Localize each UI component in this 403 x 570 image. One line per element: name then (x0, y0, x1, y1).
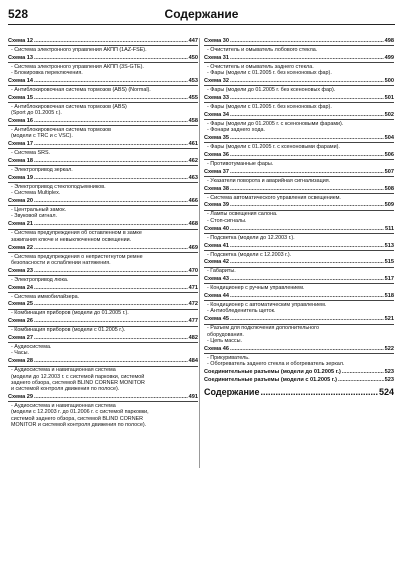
toc-entry-page: 498 (384, 38, 394, 44)
toc-entry-description: - Система Multiplex. (11, 190, 61, 197)
toc-entry-heading (8, 198, 198, 205)
toc-entry-description: - Антиобледенитель щеток. (207, 308, 276, 315)
toc-entry-page: 509 (384, 202, 394, 209)
toc-entry-heading (204, 387, 394, 398)
toc-entry-page: 466 (188, 198, 198, 205)
toc-entry-heading (204, 152, 394, 159)
toc-entry-heading (8, 38, 198, 45)
toc-entry (204, 346, 394, 368)
dot-leader (338, 377, 384, 384)
toc-entry (8, 78, 198, 93)
toc-entry-title: Схема 15 (8, 94, 33, 101)
toc-entry-page: 447 (188, 38, 198, 44)
toc-entry-heading (204, 38, 394, 45)
page-header (8, 6, 395, 26)
toc-entry-heading (8, 268, 198, 275)
toc-entry-description: - Аудиосистема. (11, 344, 52, 351)
toc-entry-page: 477 (188, 318, 198, 325)
header-rule (8, 24, 395, 25)
dot-leader (230, 78, 384, 85)
toc-entry-title: Схема 23 (8, 267, 33, 274)
toc-entry-heading (204, 78, 394, 85)
toc-entry-description: - Звуковой сигнал. (11, 213, 58, 220)
dot-leader (34, 95, 188, 102)
toc-entry-title: Схема 30 (204, 38, 229, 44)
toc-entry-description: - Электропривод люка. (11, 276, 69, 283)
toc-entry-heading (8, 118, 198, 125)
toc-entry-description: - Фары (модели с 01.2005 г. без ксеноновых фар). (207, 103, 332, 110)
toc-entry-page: 513 (384, 242, 394, 249)
dot-leader (34, 158, 188, 165)
dot-leader (230, 135, 384, 142)
toc-entry-title: Схема 38 (204, 185, 229, 192)
toc-entry (8, 95, 198, 117)
toc-left-column (8, 38, 198, 430)
toc-entry-title: Схема 35 (204, 134, 229, 141)
toc-entry-title: Схема 13 (8, 54, 33, 61)
toc-entry-description: - Аудиосистема и навигационная система (11, 367, 116, 374)
toc-entry-title: Схема 22 (8, 244, 33, 251)
toc-entry-title: Схема 43 (204, 276, 229, 283)
toc-entry-title: Схема 34 (204, 111, 229, 118)
toc-entry-page: 450 (188, 54, 198, 61)
toc-entry-title: Схема 32 (204, 78, 229, 85)
toc-entry-page: 463 (188, 175, 198, 182)
toc-entry (204, 259, 394, 274)
toc-entry-heading (8, 158, 198, 165)
toc-entry-description: - Противотуманные фары. (207, 160, 274, 167)
toc-entry-description: - Фары (модели до 01.2005 г. без ксеноновых фар). (207, 87, 336, 94)
toc-entry-description: - Система SRS. (11, 150, 51, 157)
toc-entry-description: (модели с 12.2003 г. до 01.2006 г. с системой парковки, (11, 409, 149, 416)
dot-leader (34, 394, 188, 401)
toc-entry-title: Схема 26 (8, 318, 33, 325)
toc-entry-page: 511 (384, 225, 394, 232)
toc-entry-page: 471 (188, 284, 198, 291)
dot-leader (34, 198, 188, 205)
contents-entry (204, 387, 394, 398)
dot-leader (230, 293, 384, 300)
toc-entry-description: MONITOR и системой контроля движения по полосе). (11, 422, 147, 429)
toc-entry (204, 112, 394, 134)
toc-entry-page: 504 (384, 134, 394, 141)
toc-entry (204, 186, 394, 201)
toc-entry-page: 518 (384, 293, 394, 300)
toc-entry-title: Соединительные разъемы (модели до 01.2005 г.) (204, 368, 341, 375)
dot-leader (34, 38, 188, 45)
dot-leader (34, 268, 188, 275)
dot-leader (230, 112, 384, 119)
toc-entry-page: 521 (384, 316, 394, 323)
toc-entry-description: заднего обзора, системой BLIND CORNER MONITOR (11, 379, 145, 386)
toc-entry-description: (модели до 12.2003 г. с системой парковки, системой (11, 373, 145, 380)
toc-entry-description: - Фонари заднего хода. (207, 127, 265, 134)
toc-entry-page: 458 (188, 118, 198, 125)
toc-entry-heading (204, 226, 394, 233)
dot-leader (230, 276, 384, 283)
toc-entry-description: - Прикуриватель. (207, 354, 250, 361)
toc-entry-page: 524 (378, 386, 394, 397)
toc-entry-description: - Подсветка (модели с 12.2003 г.). (207, 251, 292, 258)
toc-entry (8, 318, 198, 333)
toc-entry-heading (8, 335, 198, 342)
toc-entry-heading (204, 369, 394, 376)
toc-entry-title: Схема 36 (204, 151, 229, 158)
toc-entry (204, 38, 394, 53)
toc-entry (8, 118, 198, 140)
dot-leader (34, 285, 188, 292)
dot-leader (230, 152, 384, 159)
toc-entry (8, 175, 198, 197)
toc-entry-title: Схема 28 (8, 358, 33, 365)
toc-entry-description: - Аудиосистема и навигационная система (11, 403, 116, 410)
toc-entry (8, 38, 198, 53)
toc-entry (8, 55, 198, 77)
toc-entry-description: - Подсветка (модели до 12.2003 г.). (207, 234, 295, 241)
dot-leader (230, 186, 384, 193)
toc-entry-heading (204, 346, 394, 353)
toc-entry (8, 198, 198, 220)
toc-entry (204, 78, 394, 93)
toc-entry-title: Схема 17 (8, 141, 33, 148)
toc-entry-heading (204, 202, 394, 209)
toc-entry-title: Схема 21 (8, 221, 33, 228)
toc-entry-description: - Антиблокировочная система тормозов (ABS) (Normal). (11, 87, 151, 94)
toc-entry (8, 221, 198, 243)
toc-entry (204, 55, 394, 77)
toc-entry-description: - Антиблокировочная система тормозов (ABS) (11, 103, 127, 110)
toc-entry-title: Схема 33 (204, 94, 229, 101)
dot-leader (34, 318, 188, 325)
toc-entry-page: 482 (188, 335, 198, 342)
toc-entry (204, 276, 394, 291)
toc-entry-page: 455 (188, 94, 198, 101)
dot-leader (34, 301, 188, 308)
toc-entry-heading (204, 135, 394, 142)
toc-entry-title: Схема 27 (8, 335, 33, 342)
toc-entry (8, 394, 198, 428)
toc-entry (8, 141, 198, 156)
toc-entry-description: - Система автоматического управления освещением. (207, 194, 341, 201)
dot-leader (230, 346, 384, 353)
toc-entry-description: зажигания ключе и невыключенном освещении. (11, 236, 132, 243)
dot-leader (230, 95, 384, 102)
toc-entry-page: 508 (384, 185, 394, 192)
toc-entry-heading (204, 112, 394, 119)
toc-entry-title: Схема 24 (8, 284, 33, 291)
toc-entry (8, 245, 198, 267)
dot-leader (230, 316, 384, 323)
toc-entry-description: - Кондиционер с автоматическим управлением. (207, 302, 327, 309)
toc-entry-heading (204, 259, 394, 266)
column-divider (199, 38, 200, 468)
toc-entry-page: 502 (384, 111, 394, 118)
dot-leader (34, 358, 188, 365)
toc-entry-title: Схема 37 (204, 168, 229, 175)
toc-entry-heading (8, 358, 198, 365)
toc-entry-description: - Фары (модели до 01.2005 г. с ксеноновыми фарами). (207, 120, 344, 127)
toc-entry (204, 369, 394, 376)
toc-entry-heading (8, 245, 198, 252)
toc-entry-heading (8, 78, 198, 85)
toc-entry-page: 469 (188, 244, 198, 251)
toc-entry-heading (8, 95, 198, 102)
toc-entry (8, 268, 198, 283)
toc-entry-description: - Комбинация приборов (модели до 01.2005 г.). (11, 310, 129, 317)
toc-entry (204, 243, 394, 258)
toc-entry-heading (8, 318, 198, 325)
toc-entry-title: Схема 18 (8, 158, 33, 165)
dot-leader (230, 38, 384, 45)
toc-entry (8, 285, 198, 300)
toc-entry (8, 358, 198, 392)
toc-entry-description: - Очиститель и омыватель заднего стекла. (207, 63, 314, 70)
toc-entry (204, 152, 394, 167)
toc-entry-description: - Обогреватель заднего стекла и обогреватель зеркал. (207, 361, 345, 368)
toc-entry-heading (8, 285, 198, 292)
toc-entry (204, 226, 394, 241)
toc-entry-title: Схема 41 (204, 242, 229, 249)
toc-entry-title: Схема 12 (8, 38, 33, 44)
toc-entry-description: - Фары (модели с 01.2005 г. без ксеноновых фар). (207, 70, 332, 77)
toc-entry-description: системой заднего обзора, системой BLIND CORNER (11, 415, 144, 422)
dot-leader (230, 202, 384, 209)
toc-entry-page: 462 (188, 158, 198, 165)
toc-entry-description: и системой контроля движения по полосе). (11, 386, 120, 393)
toc-entry-description: - Комбинация приборов (модели с 01.2005 г.). (11, 327, 126, 334)
toc-entry-description: - Система предупреждения об оставленном в замке (11, 230, 142, 237)
toc-entry-title: Схема 46 (204, 345, 229, 352)
toc-entry-page: 515 (384, 259, 394, 266)
dot-leader (34, 175, 188, 182)
dot-leader (34, 141, 188, 148)
toc-entry-title: Схема 19 (8, 175, 33, 182)
toc-entry-title: Схема 29 (8, 394, 33, 401)
toc-entry-heading (8, 175, 198, 182)
toc-entry-heading (8, 301, 198, 308)
connector-entries (204, 369, 394, 384)
toc-entry-title: Схема 45 (204, 316, 229, 323)
toc-right-column (204, 38, 394, 399)
toc-entry-description: - Система электронного управления АКПП (3S-GTE). (11, 63, 144, 70)
toc-entry-description: - Антиблокировочная система тормозов (11, 127, 111, 134)
toc-entry-page: 523 (384, 368, 394, 375)
dot-leader (34, 78, 188, 85)
toc-entry-heading (204, 293, 394, 300)
dot-leader (230, 259, 384, 266)
toc-entry-description: - Центральный замок. (11, 207, 67, 214)
page-number: 528 (8, 7, 29, 21)
toc-entry-heading (204, 169, 394, 176)
toc-entry-title: Схема 40 (204, 225, 229, 232)
dot-leader (342, 369, 384, 376)
dot-leader (230, 169, 384, 176)
toc-entry-heading (8, 55, 198, 62)
toc-entry-description: безопасности и ослаблении натяжения. (11, 259, 111, 266)
toc-entry-description: - Указатели поворота и аварийная сигнализация. (207, 177, 331, 184)
toc-entry-description: - Габариты. (207, 268, 236, 275)
toc-entry-heading (204, 186, 394, 193)
dot-leader (230, 226, 384, 233)
toc-entry-heading (8, 394, 198, 401)
toc-entry-page: 484 (188, 358, 198, 365)
toc-entry-page: 453 (188, 78, 198, 85)
toc-entry (204, 95, 394, 110)
toc-entry-description: - Разъем для подключения дополнительного (207, 325, 319, 332)
toc-entry-description: оборудования. (207, 331, 244, 338)
toc-entry-page: 472 (188, 301, 198, 308)
page-title: Содержание (164, 7, 239, 21)
toc-entry-title: Соединительные разъемы (модели с 01.2005 г.) (204, 377, 337, 384)
toc-entry-description: - Система электронного управления АКПП (1AZ-FSE). (11, 46, 147, 53)
toc-entry-page: 491 (188, 394, 198, 401)
toc-entry-description: - Очиститель и омыватель лобового стекла. (207, 46, 318, 53)
dot-leader (230, 55, 384, 62)
toc-entry (204, 202, 394, 224)
toc-entry (204, 316, 394, 344)
toc-entry (8, 301, 198, 316)
toc-entry-title: Схема 20 (8, 198, 33, 205)
toc-entry-heading (204, 316, 394, 323)
dot-leader (34, 221, 188, 228)
toc-entry-page: 522 (384, 345, 394, 352)
toc-entry (204, 293, 394, 315)
toc-entry-page: 500 (384, 78, 394, 85)
toc-entry-page: 506 (384, 151, 394, 158)
toc-entry (204, 387, 394, 398)
toc-entry-description: - Электропривод зеркал. (11, 167, 73, 174)
toc-entry (8, 335, 198, 357)
toc-entry-heading (8, 221, 198, 228)
toc-entry-title: Схема 42 (204, 259, 229, 266)
toc-entry (204, 377, 394, 384)
toc-entry-heading (204, 95, 394, 102)
toc-entry (204, 135, 394, 150)
toc-entry-page: 499 (384, 54, 394, 61)
toc-entry-title: Схема 25 (8, 301, 33, 308)
toc-entry-description: - Часы. (11, 350, 29, 357)
dot-leader (260, 387, 378, 398)
toc-entry-heading (204, 55, 394, 62)
toc-entry-description: - Система иммобилайзера. (11, 293, 80, 300)
toc-entry (8, 158, 198, 173)
toc-entry-page: 468 (188, 221, 198, 228)
toc-entry-description: - Фары (модели с 01.2005 г. с ксеноновыми фарами). (207, 143, 340, 150)
dot-leader (230, 243, 384, 250)
toc-entry-page: 461 (188, 141, 198, 148)
dot-leader (34, 55, 188, 62)
toc-entry-description: (Sport до 01.2005 г.). (11, 110, 62, 117)
toc-entry-page: 517 (384, 276, 394, 283)
toc-entry-title: Схема 39 (204, 202, 229, 209)
toc-entry-title: Схема 14 (8, 78, 33, 85)
toc-entry-description: - Система предупреждения о непристегнутом ремне (11, 253, 143, 260)
toc-entry-heading (204, 377, 394, 384)
toc-entry-page: 523 (384, 377, 394, 384)
dot-leader (34, 245, 188, 252)
toc-entry-heading (204, 276, 394, 283)
toc-entry-title: Схема 16 (8, 118, 33, 125)
toc-entry-heading (8, 141, 198, 148)
toc-entry-title: Схема 44 (204, 293, 229, 300)
toc-entry-description: - Блокировка переключения. (11, 70, 83, 77)
toc-entry-title: Схема 31 (204, 54, 229, 61)
toc-entry-description: - Лампы освещения салона. (207, 211, 278, 218)
toc-entry-page: 507 (384, 168, 394, 175)
toc-entry-description: (модели с TRC и с VSC). (11, 133, 73, 140)
toc-entry-description: - Кондиционер с ручным управлением. (207, 285, 305, 292)
toc-entry-title: Содержание (204, 386, 260, 397)
dot-leader (34, 335, 188, 342)
dot-leader (34, 118, 188, 125)
toc-entry-page: 470 (188, 267, 198, 274)
toc-entry-description: - Стоп-сигналы. (207, 217, 247, 224)
toc-entry-page: 501 (384, 94, 394, 101)
toc-entry-description: - Цепь массы. (207, 337, 242, 344)
toc-entry-description: - Электропривод стеклоподъемников. (11, 184, 106, 190)
toc-entry (204, 169, 394, 184)
toc-entry-heading (204, 243, 394, 250)
